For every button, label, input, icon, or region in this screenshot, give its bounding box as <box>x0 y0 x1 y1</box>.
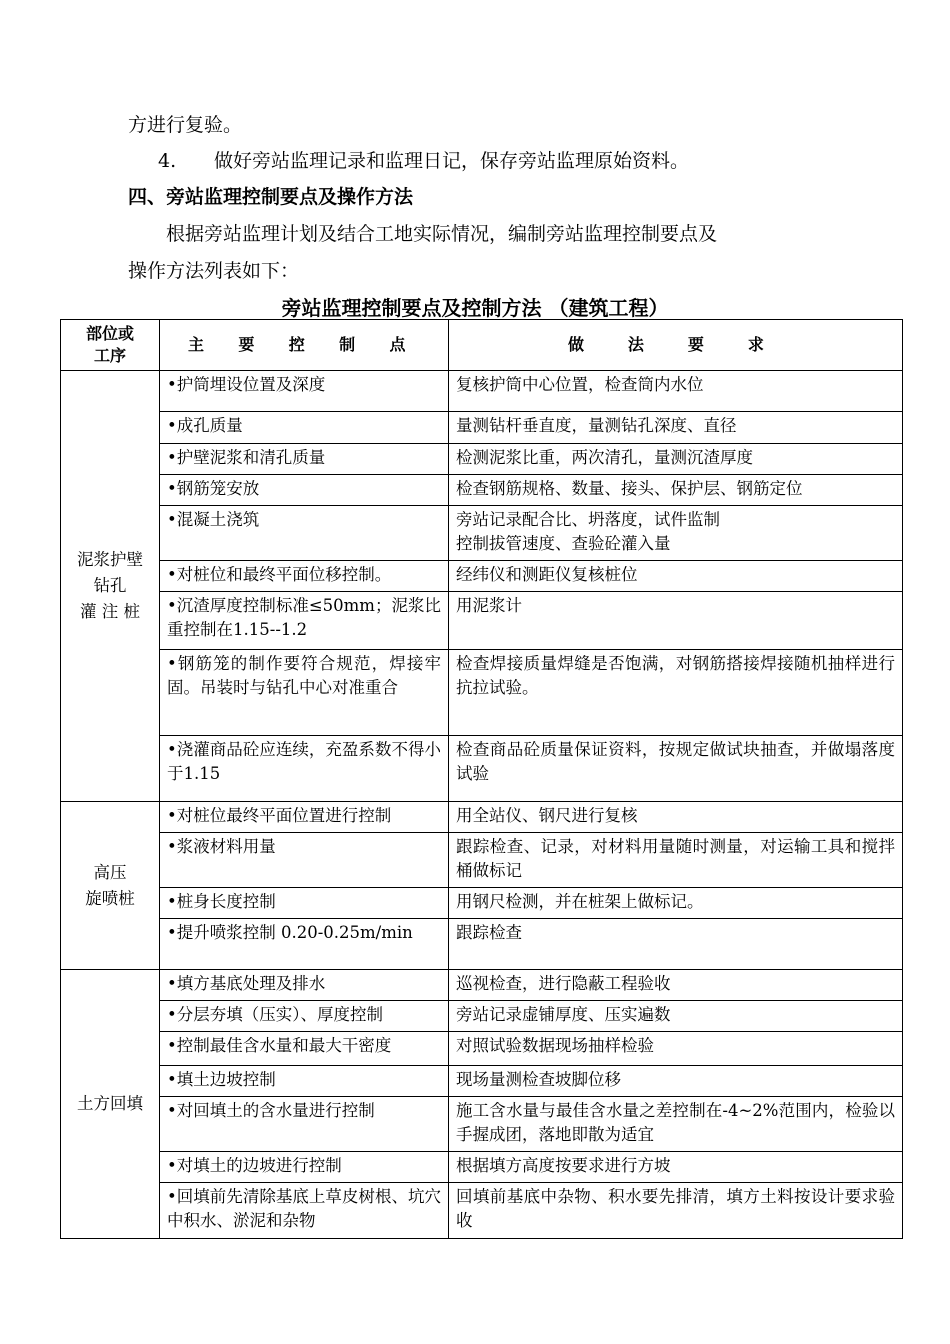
method-cell: 现场量测检查坡脚位移 <box>449 1066 903 1097</box>
control-point-cell: •钢筋笼安放 <box>160 475 449 506</box>
table-row <box>61 444 903 475</box>
table-row <box>61 1152 903 1183</box>
control-point-cell: •混凝土浇筑 <box>160 506 449 561</box>
section-name-cell <box>61 970 160 1239</box>
table-row <box>61 561 903 592</box>
intro-line-1: 方进行复验。 <box>128 114 243 136</box>
method-cell: 施工含水量与最佳含水量之差控制在-4~2%范围内，检验以手握成团，落地即散为适宜 <box>449 1097 903 1152</box>
method-cell: 用泥浆计 <box>449 592 903 650</box>
table-row <box>61 1001 903 1032</box>
section-heading: 四、旁站监理控制要点及操作方法 <box>128 186 414 208</box>
item-number: 4. <box>158 150 177 172</box>
control-point-cell: •回填前先清除基底上草皮树根、坑穴中积水、淤泥和杂物 <box>160 1183 449 1239</box>
control-point-cell: •护筒埋设位置及深度 <box>160 371 449 412</box>
control-point-cell: •护壁泥浆和清孔质量 <box>160 444 449 475</box>
section-name-line: 泥浆护壁 <box>77 550 143 569</box>
control-point-cell: •成孔质量 <box>160 412 449 444</box>
method-cell: 检查钢筋规格、数量、接头、保护层、钢筋定位 <box>449 475 903 506</box>
table-row <box>61 475 903 506</box>
method-cell: 旁站记录虚铺厚度、压实遍数 <box>449 1001 903 1032</box>
control-point-cell: •对桩位最终平面位置进行控制 <box>160 802 449 833</box>
table-row <box>61 888 903 919</box>
method-cell: 经纬仪和测距仪复核桩位 <box>449 561 903 592</box>
control-point-cell: •桩身长度控制 <box>160 888 449 919</box>
table-row <box>61 412 903 444</box>
header-part-line-2: 工序 <box>93 346 126 365</box>
header-part-line-1: 部位或 <box>85 324 134 343</box>
method-cell: 回填前基底中杂物、积水要先排清，填方土料按设计要求验收 <box>449 1183 903 1239</box>
method-cell: 复核护筒中心位置，检查筒内水位 <box>449 371 903 412</box>
section-name-line: 旋喷桩 <box>85 888 135 908</box>
header-methods: 做 法 要 求 <box>449 320 903 371</box>
table-row <box>61 1097 903 1152</box>
section-name-cell <box>61 371 160 802</box>
intro-paragraph-line-1: 根据旁站监理计划及结合工地实际情况，编制旁站监理控制要点及 <box>166 223 718 245</box>
intro-item-4 <box>158 146 689 176</box>
control-point-cell: •浇灌商品砼应连续，充盈系数不得小于1.15 <box>160 736 449 802</box>
control-point-cell: •浆液材料用量 <box>160 833 449 888</box>
control-point-cell: •钢筋笼的制作要符合规范，焊接牢固。吊装时与钻孔中心对准重合 <box>160 650 449 736</box>
table-title: 旁站监理控制要点及控制方法 （建筑工程） <box>281 296 669 320</box>
section-name-line: 灌 注 桩 <box>80 602 140 621</box>
section-name-line: 钻孔 <box>93 576 127 595</box>
header-part <box>61 320 160 371</box>
method-cell: 检测泥浆比重，两次清孔，量测沉渣厚度 <box>449 444 903 475</box>
method-cell: 巡视检查，进行隐蔽工程验收 <box>449 970 903 1001</box>
table-row <box>61 506 903 561</box>
control-point-cell: •对填土的边坡进行控制 <box>160 1152 449 1183</box>
item-text: 做好旁站监理记录和监理日记，保存旁站监理原始资料。 <box>214 150 690 172</box>
method-cell: 旁站记录配合比、坍落度，试件监制 控制拔管速度、查验砼灌入量 <box>449 506 903 561</box>
table-row <box>61 919 903 970</box>
method-cell: 量测钻杆垂直度，量测钻孔深度、直径 <box>449 412 903 444</box>
method-cell: 用钢尺检测，并在桩架上做标记。 <box>449 888 903 919</box>
control-point-cell: •提升喷浆控制 0.20-0.25m/min <box>160 919 449 970</box>
control-point-cell: •填方基底处理及排水 <box>160 970 449 1001</box>
control-point-cell: •控制最佳含水量和最大干密度 <box>160 1032 449 1066</box>
method-cell: 根据填方高度按要求进行方坡 <box>449 1152 903 1183</box>
intro-paragraph-line-2: 操作方法列表如下： <box>128 260 300 282</box>
table-row <box>61 1032 903 1066</box>
section-name-line: 高压 <box>93 862 127 882</box>
table-row <box>61 650 903 736</box>
table-row <box>61 802 903 833</box>
method-cell: 对照试验数据现场抽样检验 <box>449 1032 903 1066</box>
section-name-line: 土方回填 <box>77 1094 143 1113</box>
method-cell: 用全站仪、钢尺进行复核 <box>449 802 903 833</box>
table-row <box>61 1183 903 1239</box>
control-points-table <box>60 319 903 1239</box>
method-cell: 检查焊接质量焊缝是否饱满，对钢筋搭接焊接随机抽样进行抗拉试验。 <box>449 650 903 736</box>
table-row <box>61 1066 903 1097</box>
method-cell: 跟踪检查 <box>449 919 903 970</box>
section-name-cell <box>61 802 160 970</box>
control-point-cell: •填土边坡控制 <box>160 1066 449 1097</box>
control-point-cell: •对回填土的含水量进行控制 <box>160 1097 449 1152</box>
header-points: 主 要 控 制 点 <box>160 320 449 371</box>
table-row <box>61 371 903 412</box>
table-row <box>61 592 903 650</box>
control-point-cell: •沉渣厚度控制标准≤50mm；泥浆比重控制在1.15--1.2 <box>160 592 449 650</box>
table-row <box>61 970 903 1001</box>
method-cell: 跟踪检查、记录，对材料用量随时测量，对运输工具和搅拌桶做标记 <box>449 833 903 888</box>
table-row <box>61 736 903 802</box>
table-row <box>61 833 903 888</box>
control-point-cell: •分层夯填（压实）、厚度控制 <box>160 1001 449 1032</box>
method-cell: 检查商品砼质量保证资料，按规定做试块抽查，并做塌落度试验 <box>449 736 903 802</box>
control-point-cell: •对桩位和最终平面位移控制。 <box>160 561 449 592</box>
